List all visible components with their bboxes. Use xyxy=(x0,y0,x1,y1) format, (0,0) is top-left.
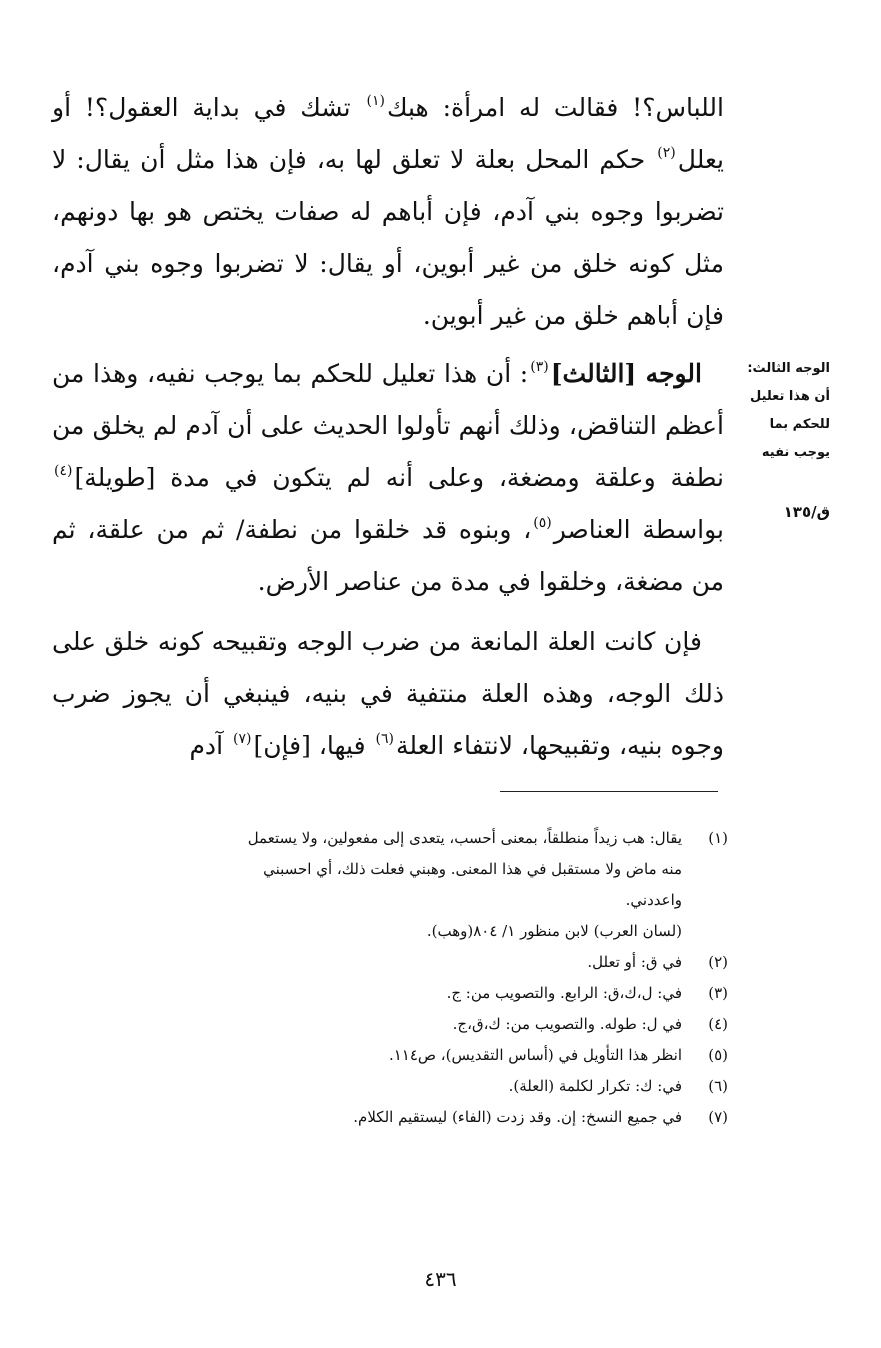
main-text xyxy=(52,82,724,772)
footnote-ref-6[interactable]: (٦) xyxy=(375,731,394,747)
text-segment: آدم xyxy=(189,731,224,760)
page-number: ٤٣٦ xyxy=(424,1267,457,1291)
footnote-line: منه ماض ولا مستقبل في هذا المعنى. وهبني فعلت ذلك، أي احسبني xyxy=(263,860,682,878)
footnote-source: (لسان العرب) لابن منظور ١/ ٨٠٤(وهب). xyxy=(426,922,682,940)
manuscript-folio-marker: ق/١٣٥ xyxy=(783,503,830,521)
footnote-ref-4[interactable]: (٤) xyxy=(54,463,73,479)
footnote-line: يقال: هب زيداً منطلقاً، بمعنى أحسب، يتعدى إلى مفعولين، ولا يستعمل xyxy=(247,829,682,847)
text-segment: ، وبنوه قد خلقوا من نطفة/ ثم من علقة، ثم من مضغة، وخلقوا في مدة من عناصر الأرض. xyxy=(52,515,724,596)
text-segment: بواسطة العناصر xyxy=(553,515,724,544)
text-segment: فإن كانت العلة المانعة من ضرب الوجه وتقبيحه كونه خلق على ذلك الوجه، وهذه العلة منتفية في بنيه، فينبغي أن يجوز ضرب وجوه بنيه، وتقبيحها، لانتفاء العلة xyxy=(52,627,724,760)
footnote-ref-5[interactable]: (٥) xyxy=(533,515,552,531)
paragraph-1 xyxy=(52,82,724,342)
footnote-number: (٢) xyxy=(708,953,728,971)
footnote-2 xyxy=(60,947,728,978)
section-heading: الوجه [الثالث] xyxy=(550,359,702,388)
footnote-number: (٧) xyxy=(708,1108,728,1126)
footnote-number: (٥) xyxy=(708,1046,728,1064)
paragraph-2 xyxy=(52,348,724,608)
footnote-ref-2[interactable]: (٢) xyxy=(657,145,676,161)
footnote-ref-3[interactable]: (٣) xyxy=(530,359,549,375)
text-segment: حكم المحل بعلة لا تعلق لها به، فإن هذا مثل أن يقال: لا تضربوا وجوه بني آدم، فإن أباهم له صفات يختص هو بها دونهم، مثل كونه خلق من غير أبوين، أو يقال: لا تضربوا وجوه بني آدم، فإن أباهم خلق من غير أبوين. xyxy=(52,145,724,330)
footnote-7 xyxy=(60,1102,728,1133)
text-segment: فيها، [فإن] xyxy=(253,731,366,760)
footnote-text xyxy=(60,823,682,916)
paragraph-3 xyxy=(52,616,724,772)
footnote-text xyxy=(60,1009,682,1040)
footnote-line: في جميع النسخ: إن. وقد زدت (الفاء) ليستقيم الكلام. xyxy=(353,1108,682,1126)
footnote-line: في: ك: تكرار لكلمة (العلة). xyxy=(508,1077,682,1095)
footnote-text xyxy=(60,1071,682,1102)
footnote-line: في ل: طوله. والتصويب من: ك،ق،ج. xyxy=(452,1015,682,1033)
footnote-3 xyxy=(60,978,728,1009)
footnote-number: (٣) xyxy=(708,984,728,1002)
footnote-number: (١) xyxy=(708,829,728,847)
footnote-text xyxy=(60,1102,682,1133)
footnote-5 xyxy=(60,1040,728,1071)
text-segment: اللباس؟! فقالت له امرأة: هبك xyxy=(386,93,724,122)
footnote-line: انظر هذا التأويل في (أساس التقديس)، ص١١٤. xyxy=(388,1046,682,1064)
text-segment: تشك في بداية العقول؟! أو يعلل xyxy=(52,93,724,174)
footnote-line: في: ل،ك،ق: الرابع. والتصويب من: ج. xyxy=(446,984,682,1002)
footnote-text xyxy=(60,978,682,1009)
footnote-line: واعددني. xyxy=(625,891,682,909)
text-segment: : أن هذا تعليل للحكم بما يوجب نفيه، وهذا من أعظم التناقض، وذلك أنهم تأولوا الحديث على أن آدم لم يخلق من نطفة وعلقة ومضغة، وعلى أنه لم يتكون في مدة [طويلة] xyxy=(52,359,724,492)
footnote-ref-7[interactable]: (٧) xyxy=(232,731,252,747)
footnote-6 xyxy=(60,1071,728,1102)
footnote-text xyxy=(60,947,682,978)
margin-note-line: للحكم بما xyxy=(769,417,830,432)
footnote-4 xyxy=(60,1009,728,1040)
footnote-number: (٦) xyxy=(708,1077,728,1095)
footnote-divider xyxy=(500,791,718,792)
margin-note xyxy=(736,355,830,467)
footnote-line: في ق: أو تعلل. xyxy=(587,953,682,971)
footnote-1 xyxy=(60,823,728,916)
margin-note-line: الوجه الثالث: xyxy=(747,361,830,376)
footnote-ref-1[interactable]: (١) xyxy=(366,93,385,109)
footnote-number: (٤) xyxy=(708,1015,728,1033)
footnote-text xyxy=(60,1040,682,1071)
margin-note-line: أن هذا تعليل xyxy=(749,389,830,404)
footnotes xyxy=(60,823,728,1133)
margin-note-line: يوجب نفيه xyxy=(761,445,830,460)
